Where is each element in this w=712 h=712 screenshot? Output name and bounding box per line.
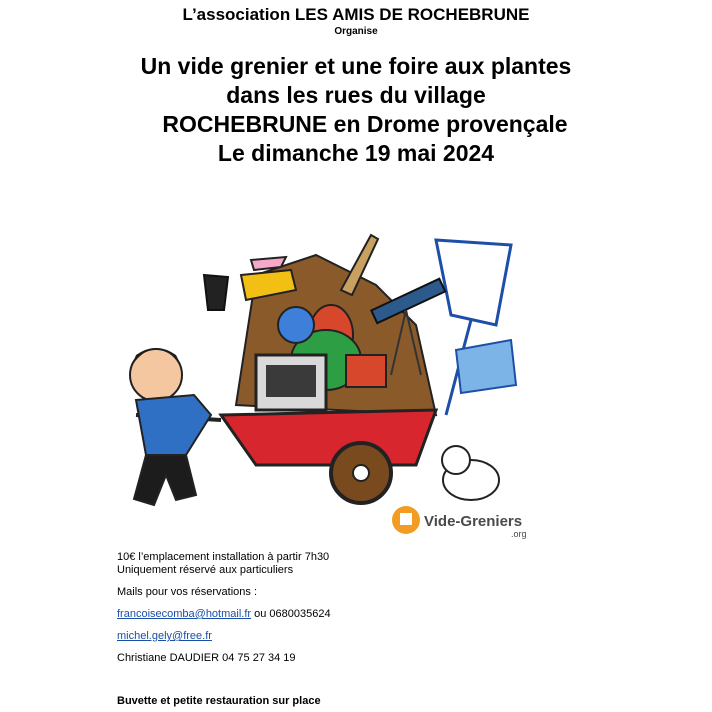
email-link-2[interactable]: michel.gely@free.fr (117, 630, 212, 642)
organise-label: Organise (334, 26, 378, 37)
headline-line-2: dans les rues du village (226, 82, 486, 108)
email-line-2 (117, 630, 212, 643)
association-title: L’association LES AMIS DE ROCHEBRUNE (182, 5, 530, 24)
email-link-1[interactable]: francoisecomba@hotmail.fr (117, 608, 252, 620)
buvette-line: Buvette et petite restauration sur place (117, 695, 321, 707)
price-line: 10€ l’emplacement installation à partir 7h30 (117, 551, 330, 563)
headline-line-1: Un vide grenier et une foire aux plantes (140, 53, 572, 79)
logo-suffix: .org (511, 529, 527, 539)
headline-line-3: ROCHEBRUNE en Drome provençale (162, 111, 568, 137)
lamp-shade (436, 240, 511, 325)
boy-hoodie (136, 395, 211, 455)
reserved-line: Uniquement réservé aux particuliers (117, 564, 294, 576)
email-line-1 (117, 608, 331, 621)
wheelbarrow (221, 410, 436, 465)
book (456, 340, 516, 393)
fishbowl (278, 307, 314, 343)
mails-label: Mails pour vos réservations : (117, 586, 257, 598)
contact-line: Christiane DAUDIER 04 75 27 34 19 (117, 652, 296, 664)
headline-line-4: Le dimanche 19 mai 2024 (217, 140, 495, 166)
wheelbarrow-illustration (116, 215, 546, 540)
logo-text: Vide-Greniers (424, 513, 523, 530)
phone-1: ou 0680035624 (251, 608, 331, 620)
